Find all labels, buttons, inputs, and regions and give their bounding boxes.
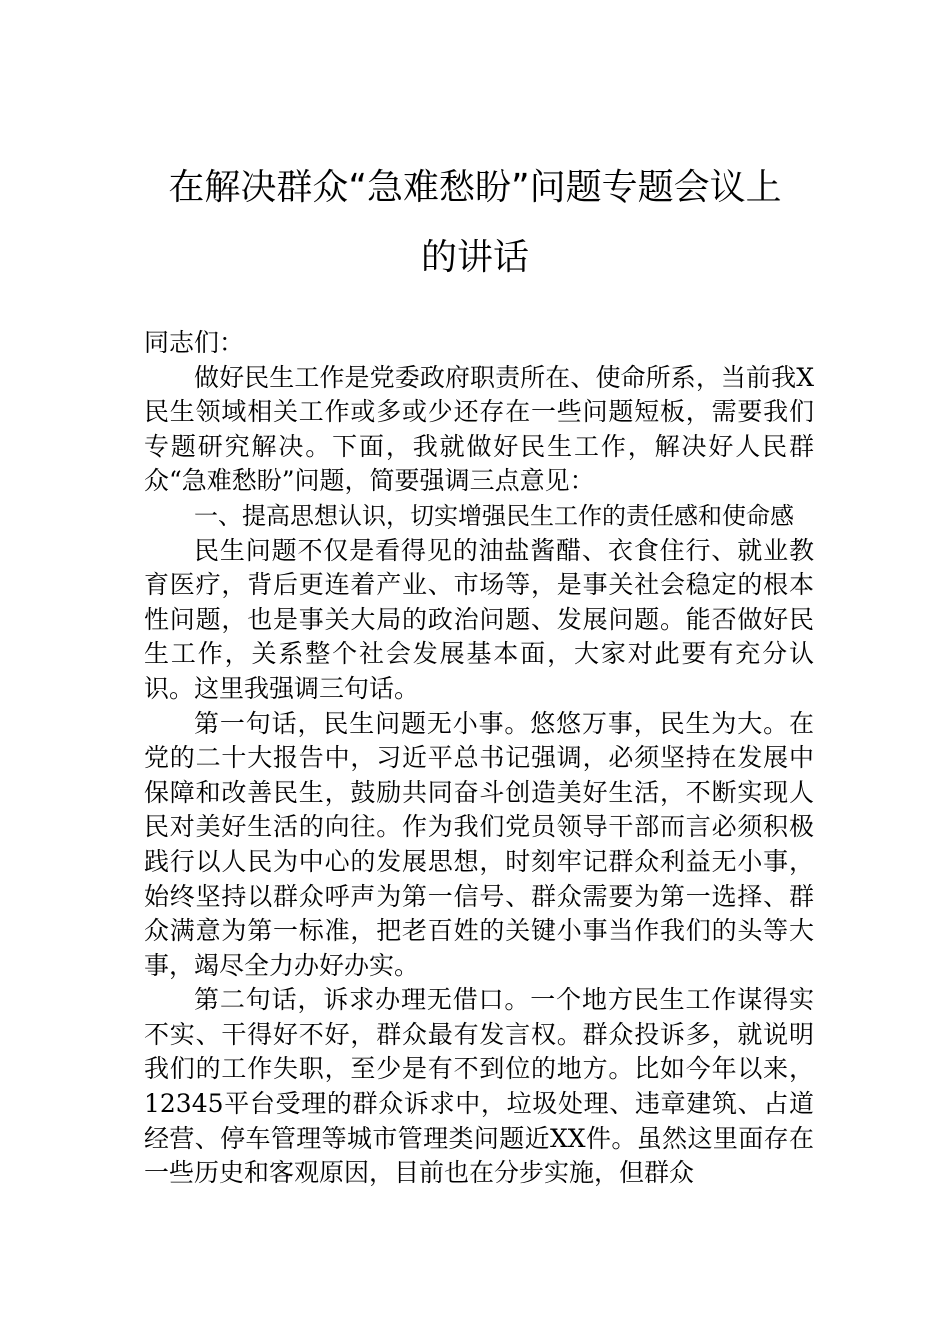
document-body: [144, 326, 814, 1191]
paragraph-intro: 做好民生工作是党委政府职责所在、使命所系，当前我X民生领域相关工作或多或少还存在一些问题短板，需要我们专题研究解决。下面，我就做好民生工作，解决好人民群众“急难愁盼”问题，简要强调三点意见：: [144, 362, 814, 496]
section-heading-1: 一、提高思想认识，切实增强民生工作的责任感和使命感: [194, 501, 794, 530]
salutation: 同志们：: [144, 328, 245, 357]
document-title-line-2: 的讲话: [420, 237, 529, 278]
paragraph-livelihood: 民生问题不仅是看得见的油盐酱醋、衣食住行、就业教育医疗，背后更连着产业、市场等，是事关社会稳定的根本性问题，也是事关大局的政治问题、发展问题。能否做好民生工作，关系整个社会发展基本面，大家对此要有充分认识。这里我强调三句话。: [144, 535, 814, 703]
document-title-line-1: 在解决群众“急难愁盼”问题专题会议上: [168, 167, 782, 208]
paragraph-first-point: 第一句话，民生问题无小事。悠悠万事，民生为大。在党的二十大报告中，习近平总书记强调，必须坚持在发展中保障和改善民生，鼓励共同奋斗创造美好生活，不断实现人民对美好生活的向往。作为我们党员领导干部而言必须积极践行以人民为中心的发展思想，时刻牢记群众利益无小事，始终坚持以群众呼声为第一信号、群众需要为第一选择、群众满意为第一标准，把老百姓的关键小事当作我们的头等大事，竭尽全力办好办实。: [144, 708, 814, 980]
paragraph-second-point: 第二句话，诉求办理无借口。一个地方民生工作谋得实不实、干得好不好，群众最有发言权。群众投诉多，就说明我们的工作失职，至少是有不到位的地方。比如今年以来，12345平台受理的群众诉求中，垃圾处理、违章建筑、占道经营、停车管理等城市管理类问题近XX件。虽然这里面存在一些历史和客观原因，目前也在分步实施，但群众: [144, 985, 814, 1188]
